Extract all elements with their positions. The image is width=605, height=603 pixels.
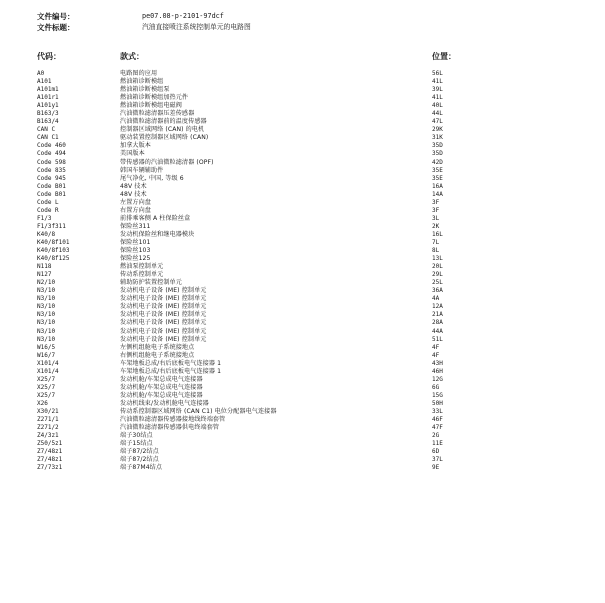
component-code: A101r1 [37, 94, 59, 102]
component-position: 15G [432, 391, 443, 399]
component-position: 46F [432, 416, 443, 424]
list-item [0, 303, 605, 311]
doc-title-label: 文件标题： [37, 23, 75, 32]
list-item [0, 231, 605, 239]
component-position: 11E [432, 440, 443, 448]
component-code: A0 [37, 70, 45, 77]
component-code: A101m1 [37, 86, 59, 94]
list-item [0, 456, 605, 464]
component-description: 端子87/2结点 [120, 456, 159, 464]
component-position: 44L [432, 110, 443, 118]
list-item [0, 263, 605, 271]
list-item [0, 94, 605, 102]
list-item [0, 191, 605, 199]
component-position: 12G [432, 375, 443, 383]
list-item [0, 167, 605, 175]
list-item [0, 215, 605, 223]
component-code: Code 494 [37, 150, 66, 158]
component-description: 尾气净化, 中国, 等级 6 [120, 174, 184, 182]
list-item [0, 199, 605, 207]
component-code: Code 945 [37, 174, 66, 182]
list-item [0, 336, 605, 344]
component-description: 传动系控制单元 [120, 271, 164, 279]
component-code: K40/8f103 [37, 247, 70, 255]
component-code: X26 [37, 399, 48, 407]
component-position: 4F [432, 343, 440, 351]
component-code: Code 598 [37, 158, 66, 166]
component-description: 车架地板总成/右后底板电气连接器 1 [120, 367, 222, 375]
list-item [0, 175, 605, 183]
component-code: N3/10 [37, 295, 56, 303]
component-description: 控制器区域网络 (CAN) 的电机 [120, 126, 205, 134]
component-description: 汽油微粒滤清器压差传感器 [120, 110, 195, 118]
list-item [0, 118, 605, 126]
component-code: X30/21 [37, 407, 59, 415]
component-code: Z50/5z1 [37, 440, 63, 448]
component-code: X101/4 [37, 359, 59, 367]
component-code: Code 835 [37, 166, 66, 174]
component-position: 36A [432, 287, 443, 295]
component-description: 传动系控制器区域网络 (CAN C1) 电位分配器电气连接器 [120, 407, 277, 415]
list-item [0, 110, 605, 118]
component-position: 41L [432, 94, 443, 102]
component-description: 发动机电子设备 (ME) 控制单元 [120, 303, 207, 311]
component-position: 25L [432, 279, 443, 287]
doc-number-value: pe07.08-p-2101-97dcf [142, 12, 224, 20]
component-description: 发动机电子设备 (ME) 控制单元 [120, 287, 207, 295]
component-position: 43H [432, 359, 443, 367]
component-code: N3/10 [37, 287, 56, 295]
component-position: 44A [432, 327, 443, 335]
list-item [0, 344, 605, 352]
component-code: N3/10 [37, 327, 56, 335]
component-description: 端子87M4结点 [120, 464, 163, 472]
component-description: 发动机电子设备 (ME) 控制单元 [120, 311, 207, 319]
component-code: F1/3 [37, 214, 52, 222]
component-position: 41L [432, 78, 443, 86]
component-description: 美国版本 [120, 150, 145, 158]
component-position: 33L [432, 407, 443, 415]
component-position: 31K [432, 134, 443, 142]
column-header-description: 款式： [120, 52, 144, 61]
list-item [0, 408, 605, 416]
list-item [0, 328, 605, 336]
component-description: 车架地板总成/右后底板电气连接器 1 [120, 359, 222, 367]
list-item [0, 207, 605, 215]
component-position: 3L [432, 214, 440, 222]
component-code: A101 [37, 78, 52, 86]
component-description: 端子87/2结点 [120, 448, 159, 456]
list-item [0, 150, 605, 158]
component-description: 发动机线束/发动机舱电气连接器 [120, 399, 209, 407]
component-code: Z7/73z1 [37, 464, 63, 472]
component-code: X25/7 [37, 375, 56, 383]
component-description: 保险丝125 [120, 255, 151, 263]
component-position: 13L [432, 255, 443, 263]
component-position: 7L [432, 238, 440, 246]
component-list [0, 70, 605, 472]
list-item [0, 352, 605, 360]
component-description: 发动机舱/车架总成电气连接器 [120, 375, 203, 383]
list-item [0, 287, 605, 295]
component-code: F1/3f311 [37, 222, 66, 230]
component-description: 加拿大版本 [120, 142, 151, 150]
list-item [0, 247, 605, 255]
component-code: Z7/48z1 [37, 448, 63, 456]
component-position: 47F [432, 424, 443, 432]
list-item [0, 432, 605, 440]
list-item [0, 86, 605, 94]
component-position: 6G [432, 383, 440, 391]
component-position: 42D [432, 158, 443, 166]
component-description: 电路图的应用 [120, 70, 158, 77]
component-position: 29K [432, 126, 443, 134]
list-item [0, 255, 605, 263]
component-code: A101y1 [37, 102, 59, 110]
component-description: 左置方向盘 [120, 198, 151, 206]
component-description: 韩国车辆辅助件 [120, 166, 164, 174]
component-position: 20L [432, 263, 443, 271]
list-item [0, 311, 605, 319]
component-description: 端子15结点 [120, 440, 153, 448]
list-item [0, 70, 605, 78]
component-description: 发动机舱/车架总成电气连接器 [120, 391, 203, 399]
component-description: 燃油箱诊断模组 [120, 78, 164, 86]
component-code: X101/4 [37, 367, 59, 375]
component-description: 驱动装置控制器区域网络 (CAN) [120, 134, 209, 142]
component-position: 46H [432, 367, 443, 375]
component-position: 12A [432, 303, 443, 311]
component-code: W16/5 [37, 343, 56, 351]
component-description: 右置方向盘 [120, 206, 151, 214]
component-position: 35E [432, 166, 443, 174]
component-description: 发动机电子设备 (ME) 控制单元 [120, 335, 207, 343]
component-description: 发动机电子设备 (ME) 控制单元 [120, 295, 207, 303]
component-description: 汽油微粒滤清器传感器接地线终端套管 [120, 416, 226, 424]
component-description: 汽油微粒滤清器传感器供电终端套管 [120, 424, 220, 432]
list-item [0, 126, 605, 134]
list-item [0, 295, 605, 303]
component-position: 35D [432, 142, 443, 150]
list-item [0, 360, 605, 368]
component-code: K40/8f125 [37, 255, 70, 263]
component-code: X25/7 [37, 391, 56, 399]
component-code: N2/10 [37, 279, 56, 287]
component-position: 16L [432, 230, 443, 238]
component-code: K40/8f101 [37, 238, 70, 246]
list-item [0, 416, 605, 424]
component-code: W16/7 [37, 351, 56, 359]
component-position: 3F [432, 206, 440, 214]
component-code: CAN C1 [37, 134, 59, 142]
list-item [0, 78, 605, 86]
list-item [0, 376, 605, 384]
list-item [0, 223, 605, 231]
component-code: Z271/1 [37, 416, 59, 424]
component-position: 37L [432, 456, 443, 464]
component-position: 6D [432, 448, 440, 456]
component-code: B163/3 [37, 110, 59, 118]
component-description: 48V 技术 [120, 182, 147, 190]
component-position: 2G [432, 432, 440, 440]
component-code: Code L [37, 198, 59, 206]
component-description: 保险丝311 [120, 222, 151, 230]
list-item [0, 134, 605, 142]
component-position: 40L [432, 102, 443, 110]
component-code: K40/8 [37, 230, 56, 238]
component-code: X25/7 [37, 383, 56, 391]
component-position: 35D [432, 150, 443, 158]
column-header-code: 代码： [37, 52, 61, 61]
component-code: Code R [37, 206, 59, 214]
list-item [0, 279, 605, 287]
component-position: 14A [432, 190, 443, 198]
component-position: 8L [432, 247, 440, 255]
component-description: 燃油箱诊断模组泵 [120, 86, 170, 94]
component-position: 51L [432, 335, 443, 343]
list-item [0, 384, 605, 392]
component-description: 燃油箱诊断模组加热元件 [120, 94, 189, 102]
component-position: 28A [432, 319, 443, 327]
component-description: 发动机舱/车架总成电气连接器 [120, 383, 203, 391]
component-position: 35E [432, 174, 443, 182]
list-item [0, 102, 605, 110]
component-code: N3/10 [37, 335, 56, 343]
component-description: 前排乘客侧 A 柱保险丝盒 [120, 214, 191, 222]
doc-title-value: 汽油直接喷注系统控制单元的电路图 [142, 23, 251, 31]
component-code: Z7/48z1 [37, 456, 63, 464]
component-position: 29L [432, 271, 443, 279]
list-item [0, 448, 605, 456]
component-position: 50H [432, 399, 443, 407]
component-code: Z4/3z1 [37, 432, 59, 440]
component-description: 保险丝103 [120, 247, 151, 255]
component-description: 汽油微粒滤清器前的温度传感器 [120, 118, 207, 126]
component-position: 21A [432, 311, 443, 319]
list-item [0, 319, 605, 327]
list-item [0, 368, 605, 376]
component-code: N127 [37, 271, 52, 279]
list-item [0, 392, 605, 400]
component-code: Code B01 [37, 190, 66, 198]
component-code: N3/10 [37, 319, 56, 327]
component-code: CAN C [37, 126, 56, 134]
component-description: 发动机电子设备 (ME) 控制单元 [120, 319, 207, 327]
component-code: Code 460 [37, 142, 66, 150]
component-description: 燃油泵控制单元 [120, 263, 164, 271]
component-description: 发动机电子设备 (ME) 控制单元 [120, 327, 207, 335]
column-header-position: 位置： [432, 52, 456, 61]
component-code: Z271/2 [37, 424, 59, 432]
component-description: 辅助防护装置控制单元 [120, 279, 182, 287]
component-code: B163/4 [37, 118, 59, 126]
component-code: N3/10 [37, 303, 56, 311]
component-description: 保险丝101 [120, 238, 151, 246]
list-item [0, 159, 605, 167]
component-position: 39L [432, 86, 443, 94]
component-position: 9E [432, 464, 440, 472]
list-item [0, 271, 605, 279]
doc-number-label: 文件编号： [37, 12, 75, 21]
component-description: 左侧机组舱电子系统接地点 [120, 343, 195, 351]
list-item [0, 464, 605, 472]
component-description: 带传感器的汽油微粒滤清器 (OPF) [120, 158, 214, 166]
list-item [0, 239, 605, 247]
component-position: 56L [432, 70, 443, 77]
component-description: 48V 技术 [120, 190, 147, 198]
component-position: 4F [432, 351, 440, 359]
component-position: 3F [432, 198, 440, 206]
component-position: 4A [432, 295, 440, 303]
component-position: 47L [432, 118, 443, 126]
component-code: N118 [37, 263, 52, 271]
component-position: 16A [432, 182, 443, 190]
list-item [0, 424, 605, 432]
list-item [0, 400, 605, 408]
component-code: Code B01 [37, 182, 66, 190]
component-position: 2K [432, 222, 440, 230]
component-description: 燃油箱诊断模组电磁阀 [120, 102, 182, 110]
component-description: 端子30结点 [120, 432, 153, 440]
component-description: 右侧机组舱电子系统接地点 [120, 351, 195, 359]
component-code: N3/10 [37, 311, 56, 319]
component-description: 发动机保险丝和继电器模块 [120, 230, 195, 238]
list-item [0, 142, 605, 150]
list-item [0, 183, 605, 191]
list-item [0, 440, 605, 448]
